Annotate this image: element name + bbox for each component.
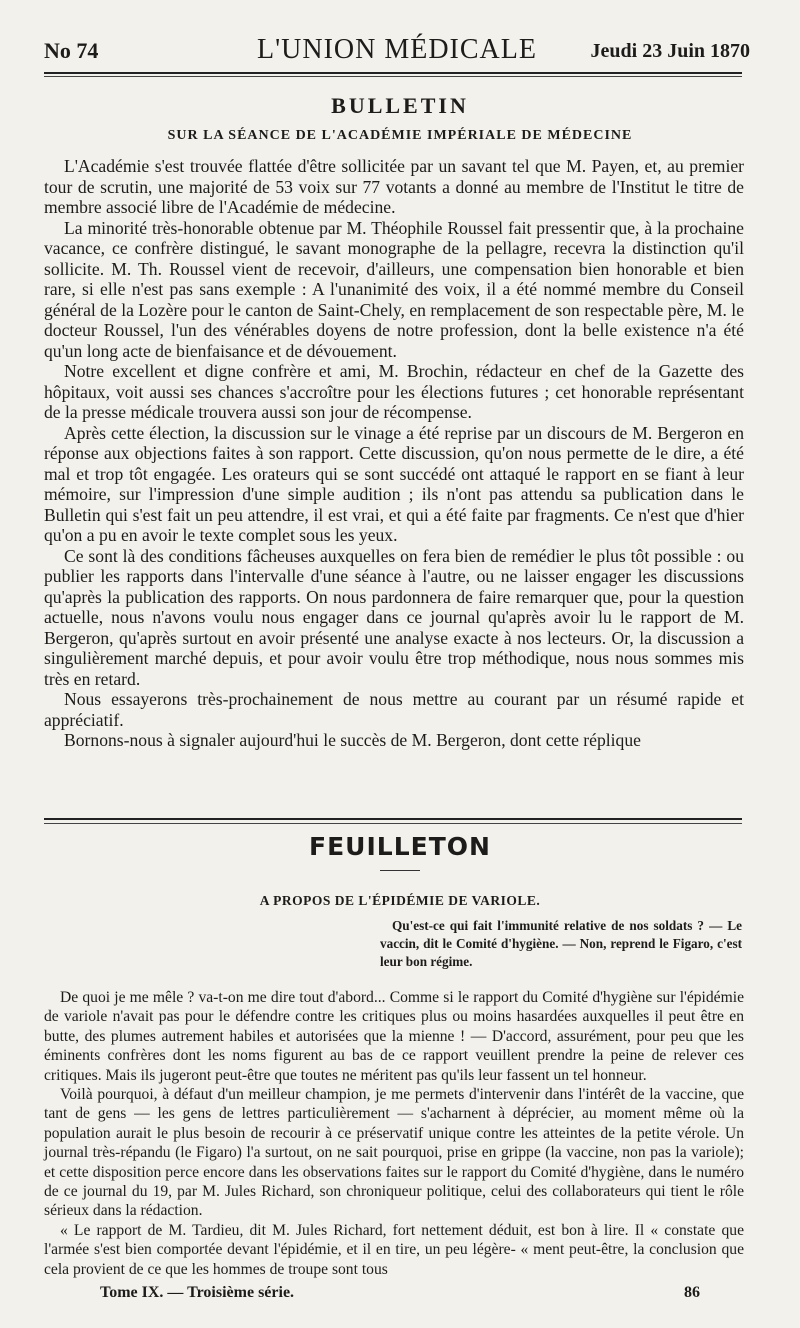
bulletin-paragraph: Ce sont là des conditions fâcheuses auxquelles on fera bien de remédier le plus tôt possible : ou publier les rapports dans l'intervalle d'une séance à l'autre, ou ne laisser engager les discussions qu'après la publication des rapports. On nous pardonnera de faire remarquer que, pour la question actuelle, nous n'avons voulu nous engager dans ce journal qu'après avoir lu le rapport de M. Bergeron, qu'après surtout en avoir présenté une analyse exacte à nos lecteurs. Or, la discussion a singulièrement marché depuis, et pour avoir voulu être trop méthodique, nous nous sommes mis très en retard. (44, 545, 744, 689)
feuilleton-divider (380, 870, 420, 871)
feuilleton-subtitle: A PROPOS DE L'ÉPIDÉMIE DE VARIOLE. (259, 893, 541, 908)
journal-title: L'UNION MÉDICALE (256, 34, 537, 65)
epigraph-text: Qu'est-ce qui fait l'immunité relative de nos soldats ? — Le vaccin, dit le Comité d'hygiène. — Non, reprend le Figaro, c'est leur bon régime. (380, 918, 742, 969)
feuilleton-title: FEUILLETON (309, 832, 491, 861)
page-number: 86 (684, 1284, 700, 1301)
bulletin-paragraph: Bornons-nous à signaler aujourd'hui le succès de M. Bergeron, dont cette réplique (64, 730, 641, 750)
page-header (44, 32, 750, 66)
feuilleton-paragraph: « Le rapport de M. Tardieu, dit M. Jules Richard, fort nettement déduit, est bon à lire. Il « constate que l'armée s'est bien comportée devant l'épidémie, et il en tire, un peu légère- « ment peut-être, la conclusion que cela provient de ce que les hommes de troupe sont tous (44, 1221, 744, 1278)
page-footer (100, 1284, 700, 1306)
header-rule (44, 72, 742, 74)
epigraph (380, 917, 742, 971)
section-rule (44, 818, 742, 820)
bulletin-subtitle: SUR LA SÉANCE DE L'ACADÉMIE IMPÉRIALE DE MÉDECINE (167, 128, 633, 143)
bulletin-paragraph: Nous essayerons très-prochainement de nous mettre au courant par un résumé rapide et appréciatif. (44, 689, 744, 730)
bulletin-paragraph: Notre excellent et digne confrère et ami, M. Brochin, rédacteur en chef de la Gazette des hôpitaux, voit aussi ses chances s'accroître pour les élections futures ; cet honorable représentant de la presse médicale trouvera aussi son jour de récompense. (44, 361, 744, 422)
issue-number: No 74 (44, 38, 99, 63)
header-rule-thin (44, 76, 742, 77)
feuilleton-paragraph: De quoi je me mêle ? va-t-on me dire tout d'abord... Comme si le rapport du Comité d'hygiène sur l'épidémie de variole n'avait pas pour le défendre contre les critiques plus ou moins hasardées auxquelles il peut être en butte, des plumes autrement habiles et autorisées que la mienne ! — D'accord, assurément, pour peu que les éminents confrères dont les noms figurent au bas de ce rapport veuillent prendre la peine de relever ces critiques. Mais ils jugeront peut-être que toutes ne méritent pas qu'ils leur fassent un tel honneur. (44, 989, 744, 1084)
feuilleton-paragraph: Voilà pourquoi, à défaut d'un meilleur champion, je me permets d'intervenir dans l'intérêt de la vaccine, que tant de gens — les gens de lettres particulièrement — s'acharnent à déprécier, au moment même où la population aurait le plus besoin de recourir à ce préservatif unique contre les atteintes de la petite vérole. Un journal très-répandu (le Figaro) l'a surtout, on ne sait pourquoi, prise en grippe (la vaccine, non pas la variole); et cette disposition perce encore dans les observations faites sur le rapport du Comité d'hygiène, dans le numéro de ce journal du 19, par M. Jules Richard, son chroniqueur politique, celui des collaborateurs qui tient le rôle sérieux dans la rédaction. (44, 1086, 744, 1220)
bulletin-title: BULLETIN (331, 93, 469, 118)
bulletin-paragraph: Après cette élection, la discussion sur le vinage a été reprise par un discours de M. Bergeron en réponse aux objections faites à son rapport. Cette discussion, qu'on nous permette de le dire, a été mal et trop tôt engagée. Les orateurs qui se sont succédé ont attaqué le rapport en se fiant à leur mémoire, sur l'impression d'une simple audition ; ils n'ont pas attendu sa publication dans le Bulletin qui s'est fait un peu attendre, il est vrai, et qui a été faite par fragments. Ce n'est que d'hier qu'on a pu en avoir le texte complet sous les yeux. (44, 422, 744, 545)
bulletin-body (44, 156, 744, 751)
bulletin-paragraph: L'Académie s'est trouvée flattée d'être sollicitée par un savant tel que M. Payen, et, au premier tour de scrutin, une majorité de 53 voix sur 77 votants a donné au membre de l'Institut le titre de membre associé libre de l'Académie de médecine. (44, 156, 744, 217)
section-rule-thin (44, 823, 742, 824)
feuilleton-body (44, 988, 744, 1279)
issue-date: Jeudi 23 Juin 1870 (590, 40, 750, 62)
bulletin-paragraph: La minorité très-honorable obtenue par M. Théophile Roussel fait pressentir que, à la prochaine vacance, ce confrère distingué, le savant monographe de la pellagre, recevra la distinction qu'il sollicite. M. Th. Roussel vient de recevoir, d'ailleurs, une compensation bien honorable et bien rare, si elle n'est pas sans exemple : A l'unanimité des voix, il a été nommé membre du Conseil général de la Lozère pour le canton de Saint-Chely, en remplacement de son respectable père, M. le docteur Roussel, l'un des vénérables doyens de notre profession, dont la belle existence n'a été qu'un long acte de bienfaisance et de dévouement. (44, 217, 744, 361)
tome-label: Tome IX. — Troisième série. (100, 1284, 295, 1301)
